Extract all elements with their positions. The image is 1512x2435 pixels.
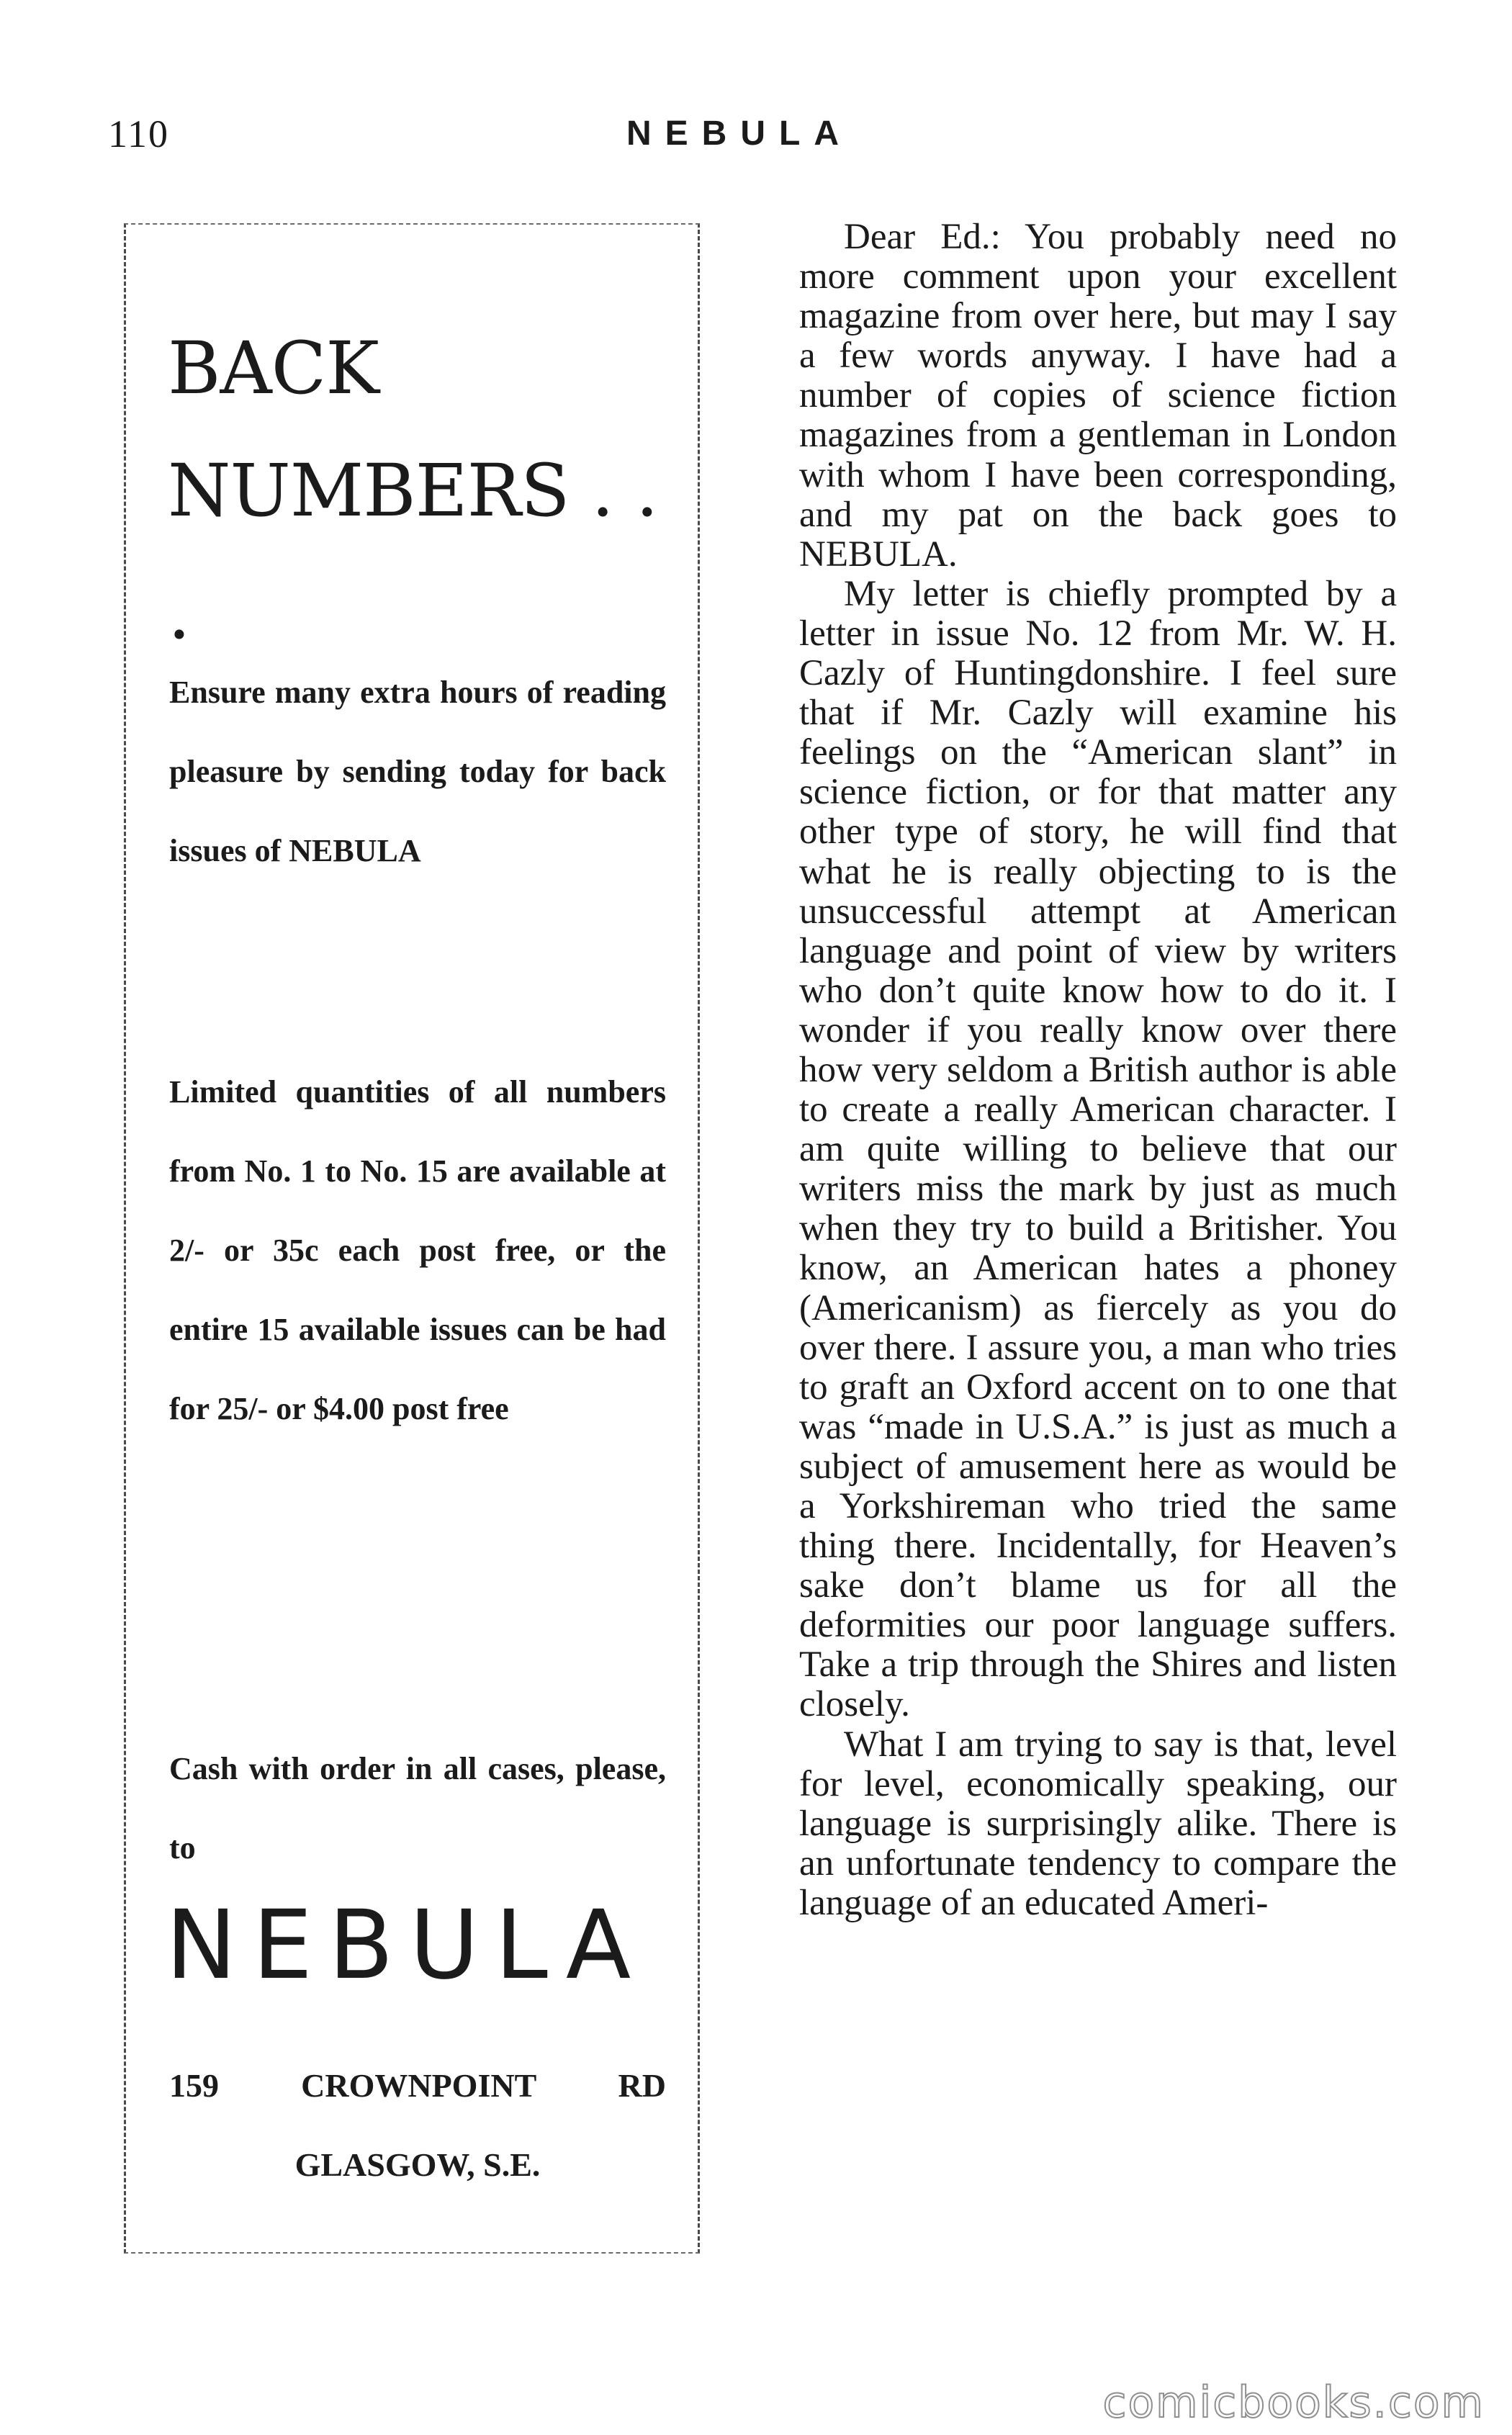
ad-address-city: GLASGOW, S.E. — [294, 2146, 541, 2183]
ad-heading — [168, 307, 698, 675]
ad-address-street: 159 CROWNPOINT RD — [169, 2067, 666, 2104]
running-title: NEBULA — [626, 114, 852, 153]
back-numbers-advertisement — [124, 223, 700, 2254]
ad-heading-line2: NUMBERS . . . — [168, 449, 658, 655]
ad-heading-line1: BACK — [168, 326, 379, 410]
site-watermark: comicbooks.com — [1102, 2377, 1485, 2428]
reader-letter — [799, 217, 1397, 1923]
ad-paragraph-pricing: Limited quantities of all numbers from No. 1 to No. 15 are available at 2/- or 35c each post free, or the entire 15 available issues can be had for 25/- or $4.00 post free — [169, 1074, 666, 1426]
page-number: 110 — [108, 112, 169, 156]
letter-paragraph: Dear Ed.: You probably need no more comment upon your excellent magazine from over here, but may I say a few words anyway. I have had a number of copies of science fiction magazines from a gentleman in London with whom I have been corresponding, and my pat on the back goes to NEBULA. — [799, 217, 1397, 575]
letter-paragraph: What I am trying to say is that, level for level, economically speaking, our language is surprisingly alike. There is an unfortunate tendency to compare the language of an educated Ameri- — [799, 1724, 1397, 1923]
ad-paragraph-reading-pleasure: Ensure many extra hours of reading pleasure by sending today for back issues of NEBULA — [169, 675, 666, 868]
ad-paragraph-cash-order: Cash with order in all cases, please, to — [169, 1751, 666, 1865]
letter-paragraph: My letter is chiefly prompted by a letter in issue No. 12 from Mr. W. H. Cazly of Huntingdonshire. I feel sure that if Mr. Cazly will examine his feelings on the “American slant” in science fiction, or for that matter any other type of story, he will find that what he is really objecting to is the unsuccessful attempt at American language and point of view by writers who don’t quite know how to do it. I wonder if you really know over there how very seldom a British author is able to create a really American character. I am quite willing to believe that our writers miss the mark by just as much when they try to build a Britisher. You know, an American hates a phoney (Americanism) as fiercely as you do over there. I assure you, a man who tries to graft an Oxford accent on to one that was “made in U.S.A.” is just as much a subject of amusement here as would be a Yorkshireman who tried the same thing there. Incidentally, for Heaven’s sake don’t blame us for all the deformities our poor language suffers. Take a trip through the Shires and listen closely. — [799, 573, 1397, 1725]
ad-brand-name: NEBULA — [166, 1890, 647, 2001]
